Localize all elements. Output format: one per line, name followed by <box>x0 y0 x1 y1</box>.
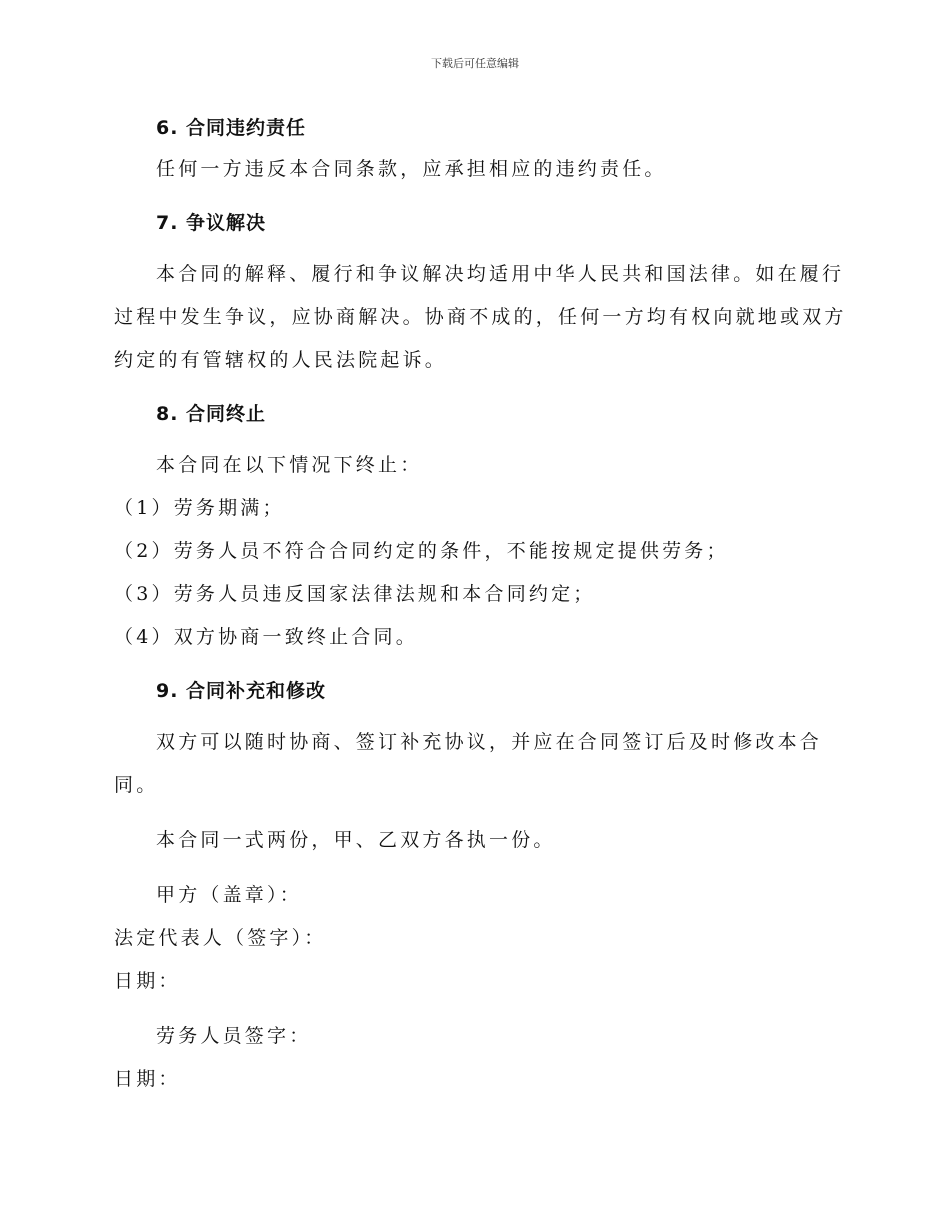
worker-date-label: 日期： <box>114 1068 181 1090</box>
section-7-line-3: 约定的有管辖权的人民法院起诉。 <box>114 349 448 371</box>
section-8-item-2: （2）劳务人员不符合合同约定的条件，不能按规定提供劳务； <box>114 540 729 562</box>
section-7-line-2: 过程中发生争议，应协商解决。协商不成的，任何一方均有权向就地或双方 <box>114 306 847 328</box>
section-8-title: 8. 合同终止 <box>156 403 267 425</box>
section-6-title: 6. 合同违约责任 <box>156 117 307 139</box>
document-body <box>114 108 847 1101</box>
section-8-intro: 本合同在以下情况下终止： <box>156 454 423 476</box>
section-8-item-4: （4）双方协商一致终止合同。 <box>114 626 418 648</box>
page-header: 下载后可任意编辑 <box>431 57 519 70</box>
section-9-line-1: 双方可以随时协商、签订补充协议，并应在合同签订后及时修改本合 <box>156 731 823 753</box>
section-7-title: 7. 争议解决 <box>156 212 267 234</box>
section-6-body: 任何一方违反本合同条款，应承担相应的违约责任。 <box>156 158 667 180</box>
section-9-title: 9. 合同补充和修改 <box>156 680 327 702</box>
copies-statement: 本合同一式两份，甲、乙双方各执一份。 <box>156 829 556 851</box>
party-a-seal-label: 甲方（盖章）： <box>156 884 302 906</box>
section-8-item-1: （1）劳务期满； <box>114 497 285 519</box>
legal-rep-signature-label: 法定代表人（签字）： <box>114 927 327 949</box>
section-9-line-2: 同。 <box>114 774 159 796</box>
section-8-item-3: （3）劳务人员违反国家法律法规和本合同约定； <box>114 583 596 605</box>
party-a-date-label: 日期： <box>114 970 181 992</box>
section-7-line-1: 本合同的解释、履行和争议解决均适用中华人民共和国法律。如在履行 <box>156 263 845 285</box>
worker-signature-label: 劳务人员签字： <box>156 1025 312 1047</box>
